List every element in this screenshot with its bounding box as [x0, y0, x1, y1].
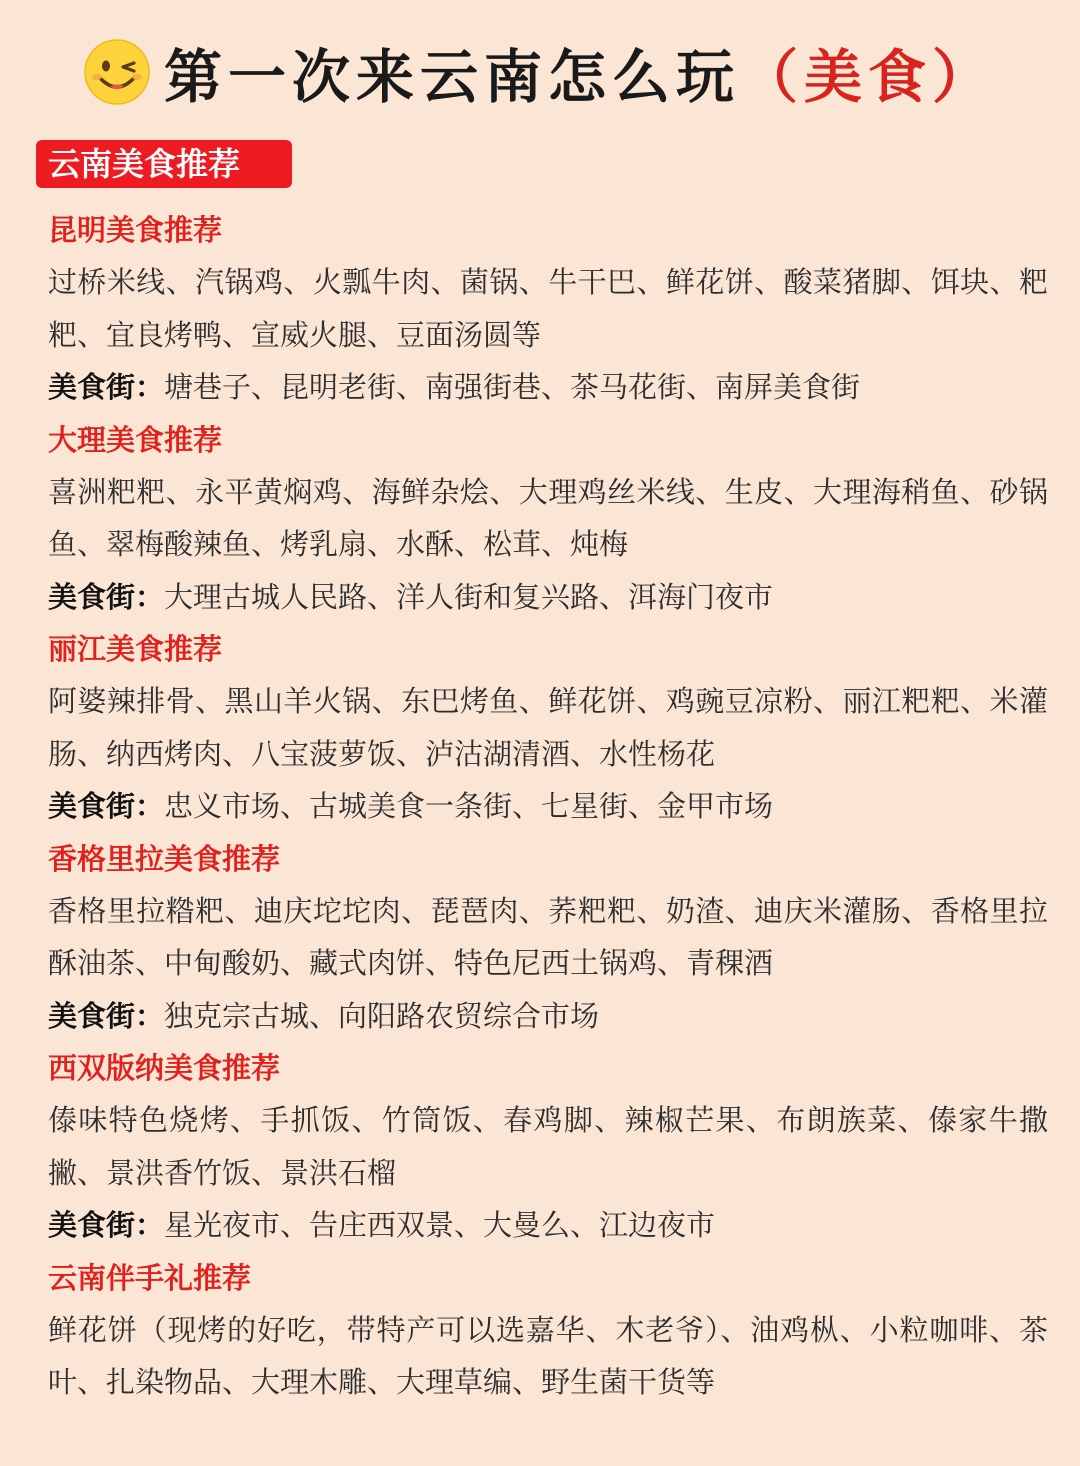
food-street-label: 美食街：: [48, 579, 165, 614]
food-street-row: [48, 990, 1048, 1043]
food-street-label: 美食街：: [48, 370, 165, 404]
section-dali: [48, 414, 1048, 624]
food-street-label: 美食街：: [48, 789, 165, 823]
food-list: 香格里拉糌粑、迪庆坨坨肉、琵琶肉、荞粑粑、奶渣、迪庆米灌肠、香格里拉酥油茶、中甸酸奶、藏式肉饼、特色尼西土锅鸡、青稞酒: [48, 893, 1048, 980]
section-souvenirs: [48, 1252, 1048, 1409]
food-list: 傣味特色烧烤、手抓饭、竹筒饭、春鸡脚、辣椒芒果、布朗族菜、傣家牛撒撇、景洪香竹饭、景洪石榴: [48, 1103, 1048, 1190]
section-banner: 云南美食推荐: [36, 140, 292, 188]
food-street-list: 大理古城人民路、洋人街和复兴路、洱海门夜市: [164, 579, 774, 614]
section-kunming: [48, 204, 1048, 414]
title-accent: 美食: [804, 43, 933, 111]
food-street-list: 忠义市场、古城美食一条街、七星街、金甲市场: [164, 789, 774, 823]
food-street-list: 塘巷子、昆明老街、南强街巷、茶马花街、南屏美食街: [164, 370, 861, 404]
section-title: 丽江美食推荐: [48, 632, 223, 666]
food-list: 阿婆辣排骨、黑山羊火锅、东巴烤鱼、鲜花饼、鸡豌豆凉粉、丽江粑粑、米灌肠、纳西烤肉、八宝菠萝饭、泸沽湖清酒、水性杨花: [48, 684, 1048, 771]
title-row: [0, 30, 1080, 114]
food-list: 过桥米线、汽锅鸡、火瓢牛肉、菌锅、牛干巴、鲜花饼、酸菜猪脚、饵块、粑粑、宜良烤鸭、宣威火腿、豆面汤圆等: [48, 265, 1048, 352]
food-street-row: [48, 571, 1048, 624]
section-title: 香格里拉美食推荐: [48, 841, 281, 876]
food-street-row: [48, 780, 1048, 833]
food-street-list: 星光夜市、告庄西双景、大曼么、江边夜市: [164, 1208, 716, 1242]
section-title: 西双版纳美食推荐: [48, 1051, 281, 1085]
souvenir-list: 鲜花饼（现烤的好吃，带特产可以选嘉华、木老爷）、油鸡枞、小粒咖啡、茶叶、扎染物品、大理木雕、大理草编、野生菌干货等: [48, 1312, 1048, 1399]
food-street-row: [48, 361, 1048, 414]
section-title: 云南伴手礼推荐: [48, 1260, 252, 1295]
title-paren-close: ）: [932, 43, 997, 111]
content: [48, 204, 1048, 1409]
section-title: 昆明美食推荐: [48, 213, 223, 247]
food-list: 喜洲粑粑、永平黄焖鸡、海鲜杂烩、大理鸡丝米线、生皮、大理海稍鱼、砂锅鱼、翠梅酸辣鱼、烤乳扇、水酥、松茸、炖梅: [48, 474, 1048, 561]
food-street-row: [48, 1199, 1048, 1252]
food-street-label: 美食街：: [48, 998, 165, 1033]
page-title: [164, 30, 996, 114]
winking-face-icon: [84, 39, 150, 105]
section-lijiang: [48, 623, 1048, 833]
section-xishuangbanna: [48, 1042, 1048, 1252]
section-shangrila: [48, 833, 1048, 1043]
section-title: 大理美食推荐: [48, 422, 223, 457]
food-street-list: 独克宗古城、向阳路农贸综合市场: [164, 998, 600, 1033]
title-paren-open: （: [739, 43, 804, 111]
title-main: 第一次来云南怎么玩: [163, 43, 740, 111]
food-street-label: 美食街：: [48, 1208, 165, 1242]
